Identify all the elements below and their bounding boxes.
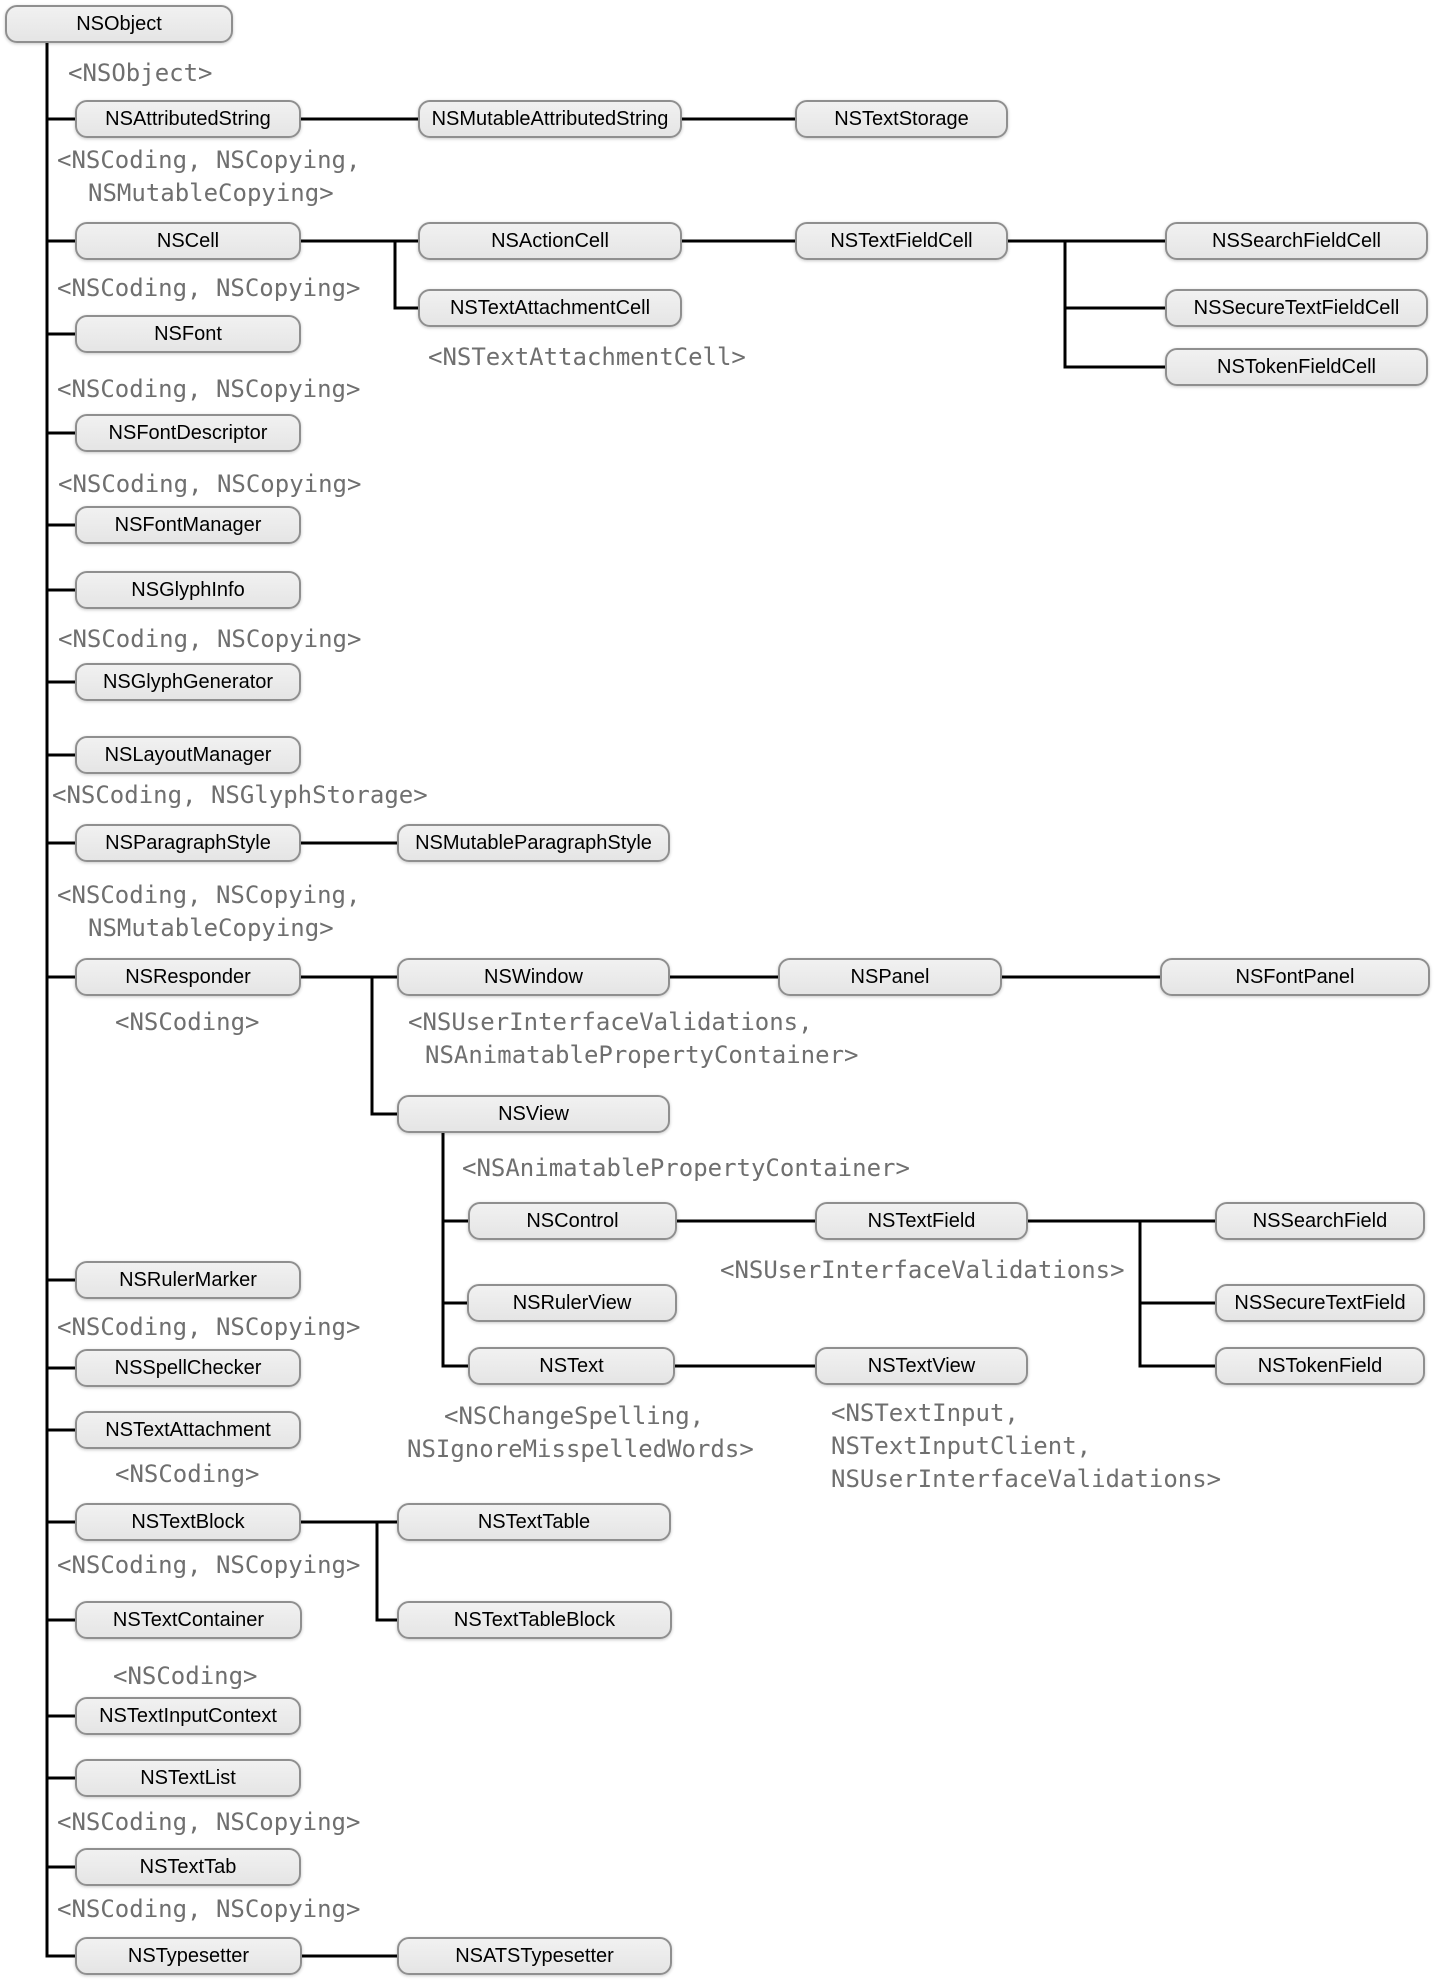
class-box-nsfontmanager <box>75 506 301 544</box>
class-box-label: NSControl <box>526 1209 619 1232</box>
class-box-label: NSTextFieldCell <box>830 229 973 252</box>
class-box-nstexttableblock <box>397 1601 672 1639</box>
protocol-conformance-label: NSAnimatablePropertyContainer> <box>425 1041 859 1069</box>
class-box-nsmutableparagraphstyle <box>397 824 670 862</box>
class-box-label: NSParagraphStyle <box>105 831 271 854</box>
class-box-label: NSActionCell <box>491 229 609 252</box>
protocol-conformance-label: <NSCoding, NSCopying> <box>57 1313 361 1341</box>
class-box-label: NSRulerMarker <box>119 1268 257 1291</box>
protocol-conformance-label: <NSCoding, NSCopying, <box>57 881 361 909</box>
class-box-nsatstypesetter <box>397 1937 672 1975</box>
protocol-conformance-label: <NSCoding, NSCopying> <box>57 274 361 302</box>
protocol-conformance-label: <NSCoding> <box>115 1460 260 1488</box>
protocol-conformance-label: <NSCoding, NSCopying> <box>57 1808 361 1836</box>
protocol-conformance-label: <NSObject> <box>68 59 213 87</box>
class-box-label: NSRulerView <box>512 1291 632 1314</box>
class-box-label: NSCell <box>156 229 220 252</box>
class-box-nslayoutmanager <box>75 736 301 774</box>
class-box-label: NSTextView <box>867 1354 976 1377</box>
class-box-label: NSTextTable <box>477 1510 591 1533</box>
class-box-nspanel <box>778 958 1002 996</box>
class-box-nsactioncell <box>418 222 682 260</box>
protocol-conformance-label: <NSCoding, NSCopying, <box>57 146 361 174</box>
protocol-conformance-label: NSTextInputClient, <box>831 1432 1092 1460</box>
class-box-nstextstorage <box>795 100 1008 138</box>
class-box-label: NSFontManager <box>114 513 262 536</box>
protocol-conformance-label: <NSUserInterfaceValidations> <box>720 1256 1125 1284</box>
class-box-nstextinputcontext <box>75 1697 301 1735</box>
protocol-conformance-label: <NSCoding> <box>113 1662 258 1690</box>
class-box-label: NSMutableAttributedString <box>431 107 669 130</box>
class-box-nstextattachment <box>75 1411 301 1449</box>
class-box-nswindow <box>397 958 670 996</box>
class-box-label: NSTextInputContext <box>99 1704 277 1727</box>
class-box-label: NSFontPanel <box>1235 965 1355 988</box>
class-box-label: NSSpellChecker <box>114 1356 262 1379</box>
class-box-label: NSTextContainer <box>112 1608 265 1631</box>
class-box-label: NSTextTableBlock <box>453 1608 616 1631</box>
class-box-label: NSSecureTextField <box>1234 1291 1406 1314</box>
protocol-conformance-label: NSIgnoreMisspelledWords> <box>407 1435 754 1463</box>
class-box-nscontrol <box>468 1202 677 1240</box>
class-box-nsfontdescriptor <box>75 414 301 452</box>
class-box-nstokenfield <box>1215 1347 1425 1385</box>
class-box-nsview <box>397 1095 670 1133</box>
class-box-nsspellchecker <box>75 1349 301 1387</box>
class-box-nssecuretextfield <box>1215 1284 1425 1322</box>
class-box-label: NSAttributedString <box>105 107 271 130</box>
class-box-label: NSPanel <box>850 965 930 988</box>
class-box-label: NSTextBlock <box>131 1510 245 1533</box>
class-box-label: NSMutableParagraphStyle <box>415 831 652 854</box>
class-box-nsrulermarker <box>75 1261 301 1299</box>
class-box-nstexttab <box>75 1848 301 1886</box>
class-box-nsfontpanel <box>1160 958 1430 996</box>
class-box-label: NSResponder <box>125 965 251 988</box>
class-box-label: NSATSTypesetter <box>455 1944 614 1967</box>
class-box-label: NSSecureTextFieldCell <box>1193 296 1400 319</box>
protocol-conformance-label: <NSCoding, NSCopying> <box>58 625 362 653</box>
protocol-conformance-label: <NSCoding, NSCopying> <box>57 1551 361 1579</box>
class-box-nssearchfield <box>1215 1202 1425 1240</box>
class-box-nstext <box>468 1347 675 1385</box>
class-box-nstypesetter <box>75 1937 302 1975</box>
class-box-label: NSWindow <box>484 965 583 988</box>
class-box-label: NSTextField <box>867 1209 976 1232</box>
class-box-label: NSSearchFieldCell <box>1212 229 1381 252</box>
class-box-nssearchfieldcell <box>1165 222 1428 260</box>
class-box-nsparagraphstyle <box>75 824 301 862</box>
protocol-conformance-label: <NSTextInput, <box>831 1399 1019 1427</box>
class-box-label: NSObject <box>76 12 162 35</box>
class-box-nscell <box>75 222 301 260</box>
class-box-label: NSTypesetter <box>127 1944 250 1967</box>
class-box-label: NSGlyphInfo <box>131 578 245 601</box>
class-box-nstextfield <box>815 1202 1028 1240</box>
class-box-nstextattachmentcell <box>418 289 682 327</box>
class-box-label: NSTextStorage <box>834 107 969 130</box>
class-box-nsfont <box>75 315 301 353</box>
class-box-label: NSFont <box>154 322 222 345</box>
protocol-conformance-label: NSMutableCopying> <box>88 914 334 942</box>
class-box-label: NSSearchField <box>1252 1209 1388 1232</box>
class-box-label: NSView <box>498 1102 569 1125</box>
protocol-conformance-label: <NSCoding, NSCopying> <box>57 1895 361 1923</box>
protocol-conformance-label: <NSCoding, NSCopying> <box>57 375 361 403</box>
protocol-conformance-label: NSMutableCopying> <box>88 179 334 207</box>
protocol-conformance-label: <NSCoding, NSCopying> <box>58 470 362 498</box>
class-box-nstextview <box>815 1347 1028 1385</box>
class-box-nsobject <box>5 5 233 43</box>
protocol-conformance-label: <NSChangeSpelling, <box>444 1402 705 1430</box>
class-box-nsmutableattributedstring <box>418 100 682 138</box>
class-box-nsglyphinfo <box>75 571 301 609</box>
protocol-conformance-label: <NSCoding> <box>115 1008 260 1036</box>
protocol-conformance-label: <NSUserInterfaceValidations, <box>408 1008 813 1036</box>
class-box-nsglyphgenerator <box>75 663 301 701</box>
class-box-nsresponder <box>75 958 301 996</box>
class-box-label: NSGlyphGenerator <box>102 670 274 693</box>
class-box-label: NSTextTab <box>139 1855 237 1878</box>
class-box-nstextlist <box>75 1759 301 1797</box>
class-box-nstextcontainer <box>75 1601 302 1639</box>
class-box-nsrulerview <box>467 1284 677 1322</box>
class-box-label: NSTextAttachment <box>105 1418 271 1441</box>
class-box-nstokenfieldcell <box>1165 348 1428 386</box>
class-box-label: NSText <box>539 1354 604 1377</box>
protocol-conformance-label: <NSTextAttachmentCell> <box>428 343 746 371</box>
class-box-label: NSFontDescriptor <box>108 421 268 444</box>
class-box-label: NSTextList <box>140 1766 236 1789</box>
class-box-label: NSLayoutManager <box>104 743 272 766</box>
class-box-label: NSTokenField <box>1257 1354 1383 1377</box>
class-box-label: NSTextAttachmentCell <box>449 296 651 319</box>
class-box-label: NSTokenFieldCell <box>1217 355 1376 378</box>
class-box-nssecuretextfieldcell <box>1165 289 1428 327</box>
protocol-conformance-label: NSUserInterfaceValidations> <box>831 1465 1222 1493</box>
protocol-conformance-label: <NSAnimatablePropertyContainer> <box>462 1154 910 1182</box>
class-box-nstextfieldcell <box>795 222 1008 260</box>
protocol-conformance-label: <NSCoding, NSGlyphStorage> <box>52 781 428 809</box>
class-box-nsattributedstring <box>75 100 301 138</box>
class-box-nstextblock <box>75 1503 301 1541</box>
class-box-nstexttable <box>397 1503 671 1541</box>
